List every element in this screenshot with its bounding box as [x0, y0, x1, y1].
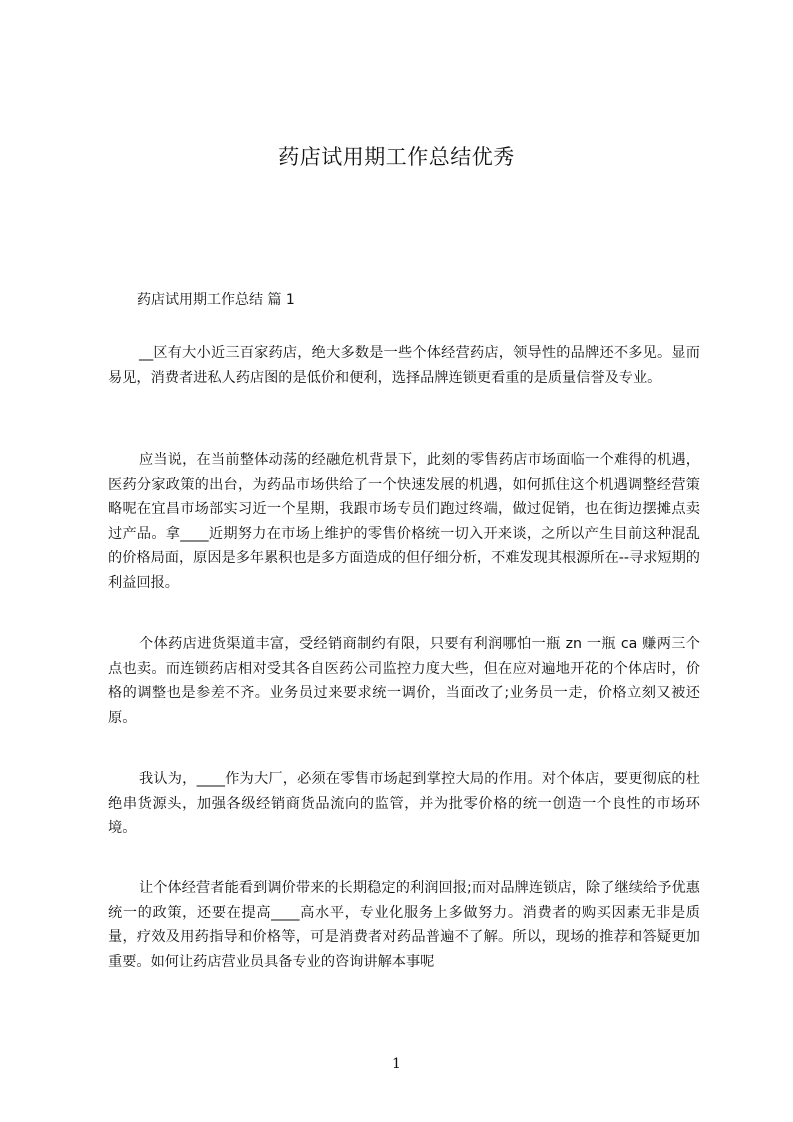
page-number: 1: [392, 1056, 401, 1072]
paragraph-1: __区有大小近三百家药店，绝大多数是一些个体经营药店，领导性的品牌还不多见。显而易见，消费者进私人药店图的是低价和便利，选择品牌连锁更看重的是质量信誉及专业。: [108, 345, 700, 386]
document-title: 药店试用期工作总结优秀: [278, 145, 515, 169]
paragraph-5: 让个体经营者能看到调价带来的长期稳定的利润回报;而对品牌连锁店，除了继续给予优惠统一的政策，还要在提高____高水平，专业化服务上多做努力。消费者的购买因素无非是质量，疗效及用药指导和价格等，可是消费者对药品普遍不了解。所以，现场的推荐和答疑更加重要。如何让药店营业员具备专业的咨询讲解本事呢: [108, 880, 700, 970]
paragraph-3: 个体药店进货渠道丰富，受经销商制约有限，只要有利润哪怕一瓶 zn 一瓶 ca 赚两三个点也卖。而连锁药店相对受其各自医药公司监控力度大些，但在应对遍地开花的个体店时，价格的调整也是参差不齐。业务员过来要求统一调价，当面改了;业务员一走，价格立刻又被还原。: [108, 636, 700, 726]
paragraph-4: 我认为，____作为大厂，必须在零售市场起到掌控大局的作用。对个体店，要更彻底的杜绝串货源头，加强各级经销商货品流向的监管，并为批零价格的统一创造一个良性的市场环境。: [108, 771, 700, 837]
paragraph-2: 应当说，在当前整体动荡的经融危机背景下，此刻的零售药店市场面临一个难得的机遇，医药分家政策的出台，为药品市场供给了一个快速发展的机遇，如何抓住这个机遇调整经营策略呢在宜昌市场部实习近一个星期，我跟市场专员们跑过终端，做过促销，也在街边摆摊点卖过产品。拿____近期努力在市场上维护的零售价格统一切入开来谈，之所以产生目前这种混乱的价格局面，原因是多年累积也是多方面造成的但仔细分析，不难发现其根源所在--寻求短期的利益回报。: [108, 452, 700, 591]
section-heading: 药店试用期工作总结 篇 1: [137, 292, 295, 308]
